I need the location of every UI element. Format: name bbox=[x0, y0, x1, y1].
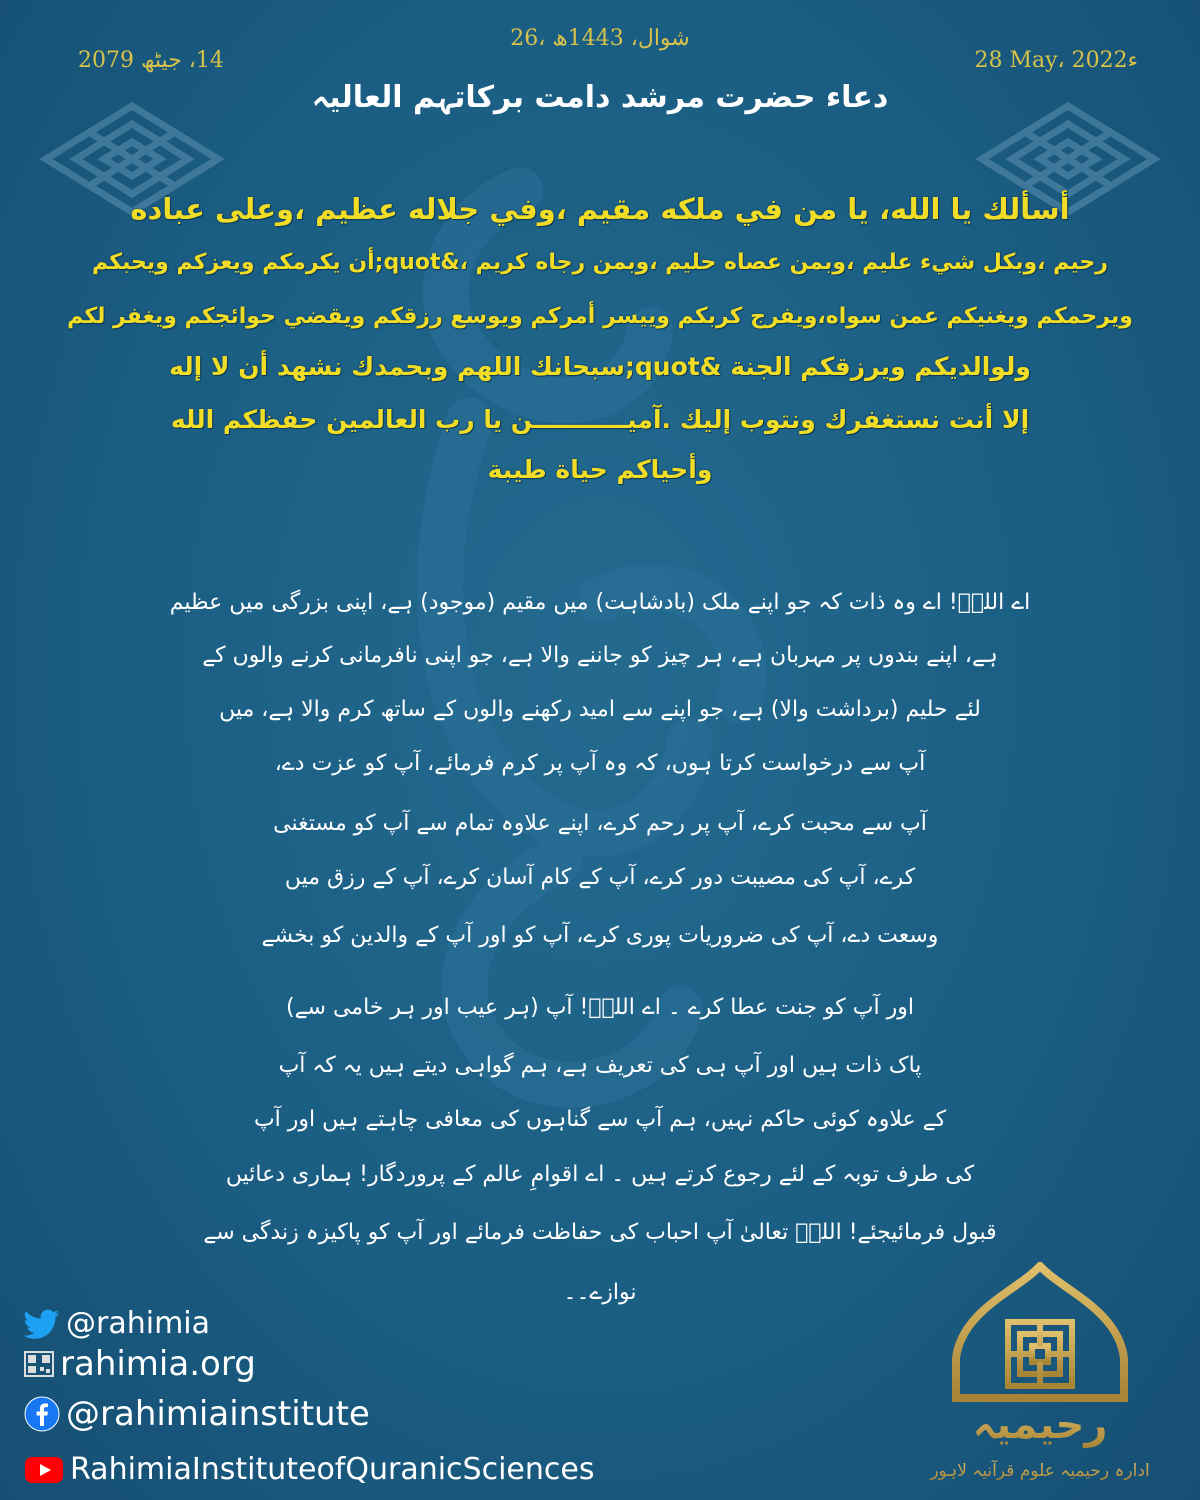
urdu-translation-line: اور آپ کو جنت عطا کرے ۔ اے اللہؑ! آپ (ہر عیب اور ہر خامی سے) bbox=[286, 995, 914, 1020]
logo-subtitle: ادارہ رحیمیہ علوم قرآنیہ لاہور bbox=[930, 1461, 1150, 1481]
desi-date: 14، جیٹھ 2079 bbox=[78, 48, 224, 73]
urdu-translation-line: لئے حلیم (برداشت والا) ہے، جو اپنے سے امید رکھنے والوں کے ساتھ کرم والا ہے، میں bbox=[219, 697, 981, 722]
urdu-translation-line: ہے، اپنے بندوں پر مہربان ہے، ہر چیز کو جاننے والا ہے، جو اپنی نافرمانی کرنے والوں کے bbox=[202, 643, 998, 668]
arabic-prayer-line: أسألك يا الله، يا من في ملكه مقيم ،وفي جلاله عظيم ،وعلى عباده bbox=[130, 192, 1070, 226]
urdu-translation-line: آپ سے درخواست کرتا ہوں، کہ وہ آپ پر کرم فرمائے، آپ کو عزت دے، bbox=[274, 751, 926, 776]
qr-code-icon bbox=[24, 1351, 54, 1377]
urdu-translation-line: آپ سے محبت کرے، آپ پر رحم کرے، اپنے علاوہ تمام سے آپ کو مستغنی bbox=[273, 811, 927, 836]
twitter-bird-icon bbox=[24, 1309, 60, 1339]
arabic-prayer-line: ولوالديكم ويرزقكم الجنة &quot;سبحانك اللهم وبحمدك نشهد أن لا إله bbox=[169, 352, 1031, 381]
logo-name: رحیمیہ bbox=[972, 1402, 1108, 1448]
urdu-translation-line: اے اللہؑ! اے وہ ذات کہ جو اپنے ملک (بادشاہت) میں مقیم (موجود) ہے، اپنی بزرگی میں عظیم bbox=[169, 590, 1031, 615]
facebook-handle: @rahimiainstitute bbox=[66, 1394, 370, 1434]
urdu-translation-line: کی طرف توبہ کے لئے رجوع کرتے ہیں ۔ اے اقوامِ عالم کے پروردگار! ہماری دعائیں bbox=[225, 1162, 975, 1187]
arabic-prayer-line: وأحياكم حياة طيبة bbox=[487, 455, 713, 484]
youtube-icon bbox=[24, 1456, 64, 1484]
social-youtube[interactable] bbox=[24, 1452, 594, 1487]
urdu-translation-line: کے علاوہ کوئی حاکم نہیں، ہم آپ سے گناہوں کی معافی چاہتے ہیں اور آپ bbox=[253, 1107, 947, 1132]
page-title: دعاء حضرت مرشد دامت برکاتہم العالیہ bbox=[311, 80, 889, 115]
social-facebook[interactable] bbox=[24, 1394, 370, 1434]
social-twitter[interactable] bbox=[24, 1306, 210, 1341]
arabic-prayer-line: رحيم ،وبكل شيء عليم ،وبمن عصاه حليم ،وبمن رجاه كريم ،&quot;أن يكرمكم ويعزكم ويحبكم bbox=[92, 250, 1108, 275]
arabic-prayer-line: إلا أنت نستغفرك ونتوب إليك .آميـــــــــــن يا رب العالمين حفظكم الله bbox=[170, 405, 1030, 434]
arabic-prayer-line: ويرحمكم ويغنيكم عمن سواه،ويفرج كربكم وييسر أمركم ويوسع رزقكم ويقضي حوائجكم ويغفر لكم bbox=[67, 304, 1133, 329]
gregorian-date: 28 May، 2022ء bbox=[974, 48, 1138, 73]
youtube-channel: RahimiaInstituteofQuranicSciences bbox=[70, 1452, 595, 1487]
facebook-icon bbox=[24, 1396, 60, 1432]
rahimia-institute-logo bbox=[900, 1262, 1180, 1490]
twitter-handle: @rahimia bbox=[66, 1306, 211, 1341]
website-url: rahimia.org bbox=[60, 1344, 256, 1384]
urdu-translation-line: قبول فرمائیجئے! اللہؑ تعالیٰ آپ احباب کی حفاظت فرمائے اور آپ کو پاکیزہ زندگی سے bbox=[203, 1220, 997, 1245]
social-website[interactable] bbox=[24, 1344, 256, 1384]
urdu-translation-line: کرے، آپ کی مصیبت دور کرے، آپ کے کام آسان کرے، آپ کے رزق میں bbox=[284, 865, 916, 890]
urdu-translation-line: نوازے۔۔ bbox=[563, 1280, 637, 1305]
urdu-translation-line: پاک ذات ہیں اور آپ ہی کی تعریف ہے، ہم گواہی دیتے ہیں یہ کہ آپ bbox=[278, 1053, 922, 1078]
hijri-date: 26، شوال، 1443ھ bbox=[510, 26, 690, 51]
urdu-translation-line: وسعت دے، آپ کی ضروریات پوری کرے، آپ کو اور آپ کے والدین کو بخشے bbox=[261, 923, 939, 948]
